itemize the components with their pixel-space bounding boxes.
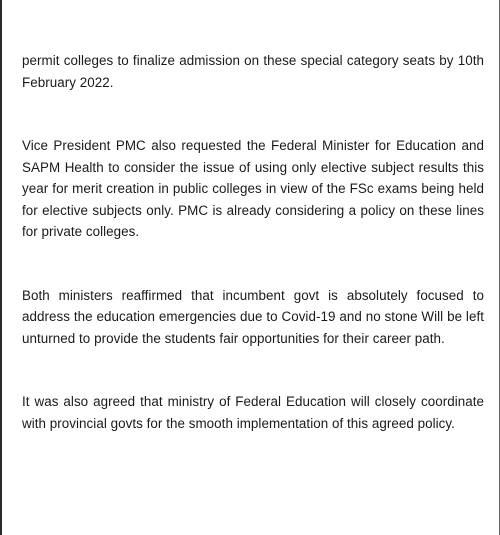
page-left-border: [0, 0, 2, 535]
paragraph-admission-deadline: permit colleges to finalize admission on these special category seats by 10th February 2022.: [22, 53, 484, 90]
document-body: [22, 50, 484, 434]
paragraph-provincial-coordination: It was also agreed that ministry of Federal Education will closely coordinate with provincial govts for the smooth implementation of this agreed policy.: [22, 394, 484, 431]
paragraph-elective-subject-merit: Vice President PMC also requested the Federal Minister for Education and SAPM Health to consider the issue of using only elective subject results this year for merit creation in public colleges in view of the FSc exams being held for elective subjects only. PMC is already considering a policy on these lines for private colleges.: [22, 138, 484, 239]
paragraph-ministers-reaffirmed: Both ministers reaffirmed that incumbent govt is absolutely focused to address the education emergencies due to Covid-19 and no stone Will be left unturned to provide the students fair opportunities for their career path.: [22, 287, 484, 346]
